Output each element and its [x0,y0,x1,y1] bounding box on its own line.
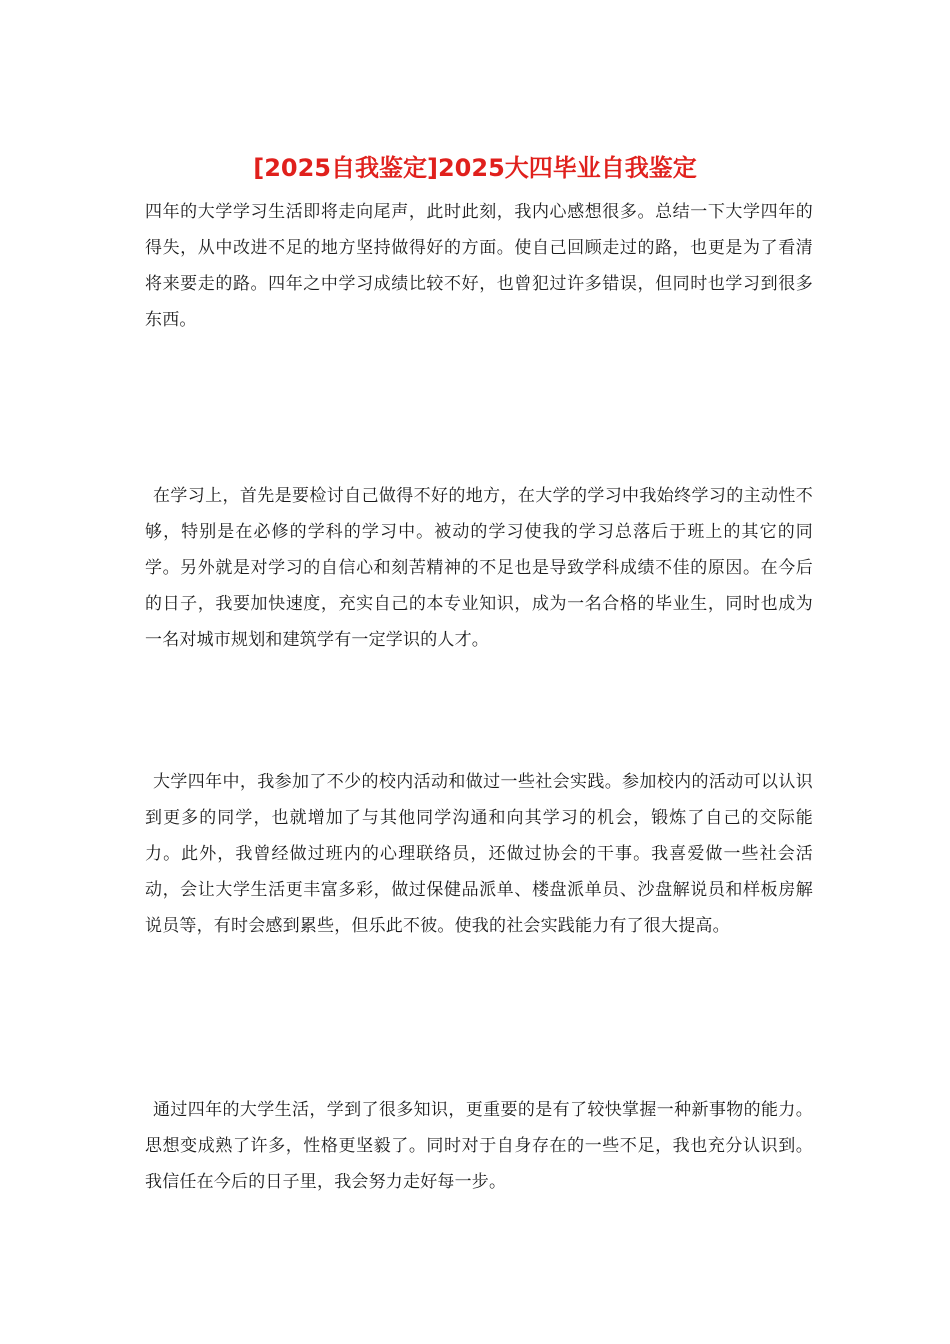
paragraph-conclusion: 通过四年的大学生活，学到了很多知识，更重要的是有了较快掌握一种新事物的能力。思想变成熟了许多，性格更坚毅了。同时对于自身存在的一些不足，我也充分认识到。我信任在今后的日子里，我会努力走好每一步。 [145,1100,813,1192]
paragraph-activities: 大学四年中，我参加了不少的校内活动和做过一些社会实践。参加校内的活动可以认识到更多的同学，也就增加了与其他同学沟通和向其学习的机会，锻炼了自己的交际能力。此外，我曾经做过班内的心理联络员，还做过协会的干事。我喜爱做一些社会活动，会让大学生活更丰富多彩，做过保健品派单、楼盘派单员、沙盘解说员和样板房解说员等，有时会感到累些，但乐此不彼。使我的社会实践能力有了很大提高。 [145,772,813,936]
document-title: [2025自我鉴定]2025大四毕业自我鉴定 [253,154,697,182]
paragraph-study: 在学习上，首先是要检讨自己做得不好的地方，在大学的学习中我始终学习的主动性不够，特别是在必修的学科的学习中。被动的学习使我的学习总落后于班上的其它的同学。另外就是对学习的自信心和刻苦精神的不足也是导致学科成绩不佳的原因。在今后的日子，我要加快速度，充实自己的本专业知识，成为一名合格的毕业生，同时也成为一名对城市规划和建筑学有一定学识的人才。 [145,486,813,650]
paragraph-intro: 四年的大学学习生活即将走向尾声，此时此刻，我内心感想很多。总结一下大学四年的得失，从中改进不足的地方坚持做得好的方面。使自己回顾走过的路，也更是为了看清将来要走的路。四年之中学习成绩比较不好，也曾犯过许多错误，但同时也学习到很多东西。 [145,202,813,330]
